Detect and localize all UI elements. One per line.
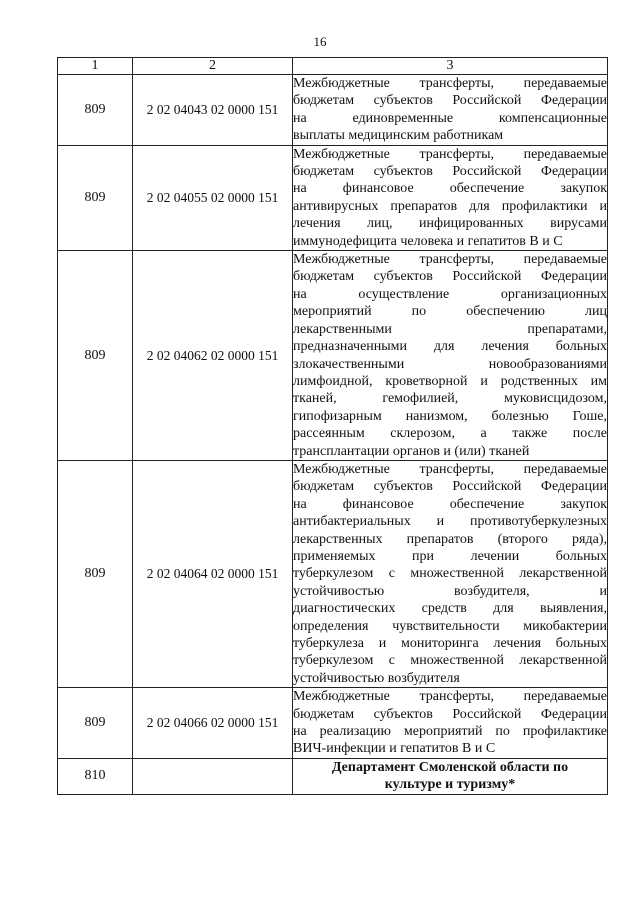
description-cell — [293, 688, 608, 759]
description-cell — [293, 758, 608, 794]
description-line: предназначенными для лечения больных — [293, 339, 607, 355]
budget-code-cell: 2 02 04066 02 0000 151 — [133, 688, 293, 759]
description-line: антибактериальных и противотуберкулезных — [293, 514, 607, 530]
admin-code-cell: 809 — [58, 145, 133, 250]
description-line: гипофизарным нанизмом, болезнью Гоше, — [293, 408, 607, 424]
description-line: бюджетам субъектов Российской Федерации — [293, 269, 607, 285]
description-line: туберкулезом с множественной лекарственной — [293, 653, 607, 669]
header-col-2: 2 — [133, 58, 293, 75]
description-cell — [293, 251, 608, 461]
table-body — [58, 75, 608, 795]
description-line: иммунодефицита человека и гепатитов В и С — [293, 233, 563, 249]
description-line: Межбюджетные трансферты, передаваемые — [293, 689, 607, 705]
admin-code-cell: 810 — [58, 758, 133, 794]
table-row — [58, 75, 608, 146]
admin-code-cell: 809 — [58, 251, 133, 461]
description-line: на финансовое обеспечение закупок — [293, 181, 607, 197]
table-row — [58, 460, 608, 687]
description-line: Межбюджетные трансферты, передаваемые — [293, 461, 607, 477]
budget-code-cell: 2 02 04043 02 0000 151 — [133, 75, 293, 146]
header-col-3: 3 — [293, 58, 608, 75]
description-line: определения чувствительности микобактерии — [293, 618, 607, 634]
description-line: трансплантации органов и (или) тканей — [293, 443, 530, 459]
description-line: Межбюджетные трансферты, передаваемые — [293, 252, 607, 268]
budget-code-cell: 2 02 04062 02 0000 151 — [133, 251, 293, 461]
description-line: мероприятий по обеспечению лиц — [293, 304, 607, 320]
description-line: бюджетам субъектов Российской Федерации — [293, 706, 607, 722]
description-line: устойчивостью возбудителя, и — [293, 583, 607, 599]
header-col-1: 1 — [58, 58, 133, 75]
description-line: бюджетам субъектов Российской Федерации — [293, 164, 607, 180]
table-row — [58, 688, 608, 759]
budget-code-cell — [133, 758, 293, 794]
description-line: на реализацию мероприятий по профилактике — [293, 724, 607, 740]
description-line: применяемых при лечении больных — [293, 548, 607, 564]
description-line: злокачественными новообразованиями — [293, 356, 607, 372]
description-line: устойчивостью возбудителя — [293, 670, 460, 686]
admin-code-cell: 809 — [58, 75, 133, 146]
description-line: Межбюджетные трансферты, передаваемые — [293, 76, 607, 91]
description-line: Департамент Смоленской области по — [331, 759, 569, 775]
description-line: антивирусных препаратов для профилактики и — [293, 198, 607, 214]
description-line: выплаты медицинским работникам — [293, 128, 504, 144]
description-line: лекарственными препаратами, — [293, 321, 607, 337]
description-line: лимфоидной, кроветворной и родственных им — [293, 373, 607, 389]
description-line: на единовременные компенсационные — [293, 110, 607, 126]
description-line: бюджетам субъектов Российской Федерации — [293, 93, 607, 109]
description-line: бюджетам субъектов Российской Федерации — [293, 479, 607, 495]
description-line: лекарственных препаратов (второго ряда), — [293, 531, 607, 547]
description-line: диагностических средств для выявления, — [293, 601, 607, 617]
description-line: туберкулезом с множественной лекарственной — [293, 566, 607, 582]
description-line: на осуществление организационных — [293, 286, 607, 302]
table-header-row — [58, 58, 608, 75]
description-line: ВИЧ-инфекции и гепатитов В и С — [293, 741, 496, 757]
description-line: лечения лиц, инфицированных вирусами — [293, 216, 607, 232]
admin-code-cell: 809 — [58, 688, 133, 759]
description-line: на финансовое обеспечение закупок — [293, 496, 607, 512]
admin-code-cell: 809 — [58, 460, 133, 687]
description-line: туберкулеза и мониторинга лечения больных — [293, 636, 607, 651]
table-row — [58, 758, 608, 794]
description-cell — [293, 145, 608, 250]
table-row — [58, 145, 608, 250]
description-line: Межбюджетные трансферты, передаваемые — [293, 146, 607, 162]
page-number: 16 — [313, 34, 327, 49]
budget-table — [57, 57, 608, 795]
description-line: культуре и туризму* — [384, 777, 516, 793]
budget-code-cell: 2 02 04064 02 0000 151 — [133, 460, 293, 687]
description-cell — [293, 75, 608, 146]
description-line: рассеянным склерозом, а также после — [293, 426, 607, 442]
description-line: тканей, гемофилией, муковисцидозом, — [293, 391, 607, 407]
description-cell — [293, 460, 608, 687]
table-row — [58, 251, 608, 461]
budget-code-cell: 2 02 04055 02 0000 151 — [133, 145, 293, 250]
